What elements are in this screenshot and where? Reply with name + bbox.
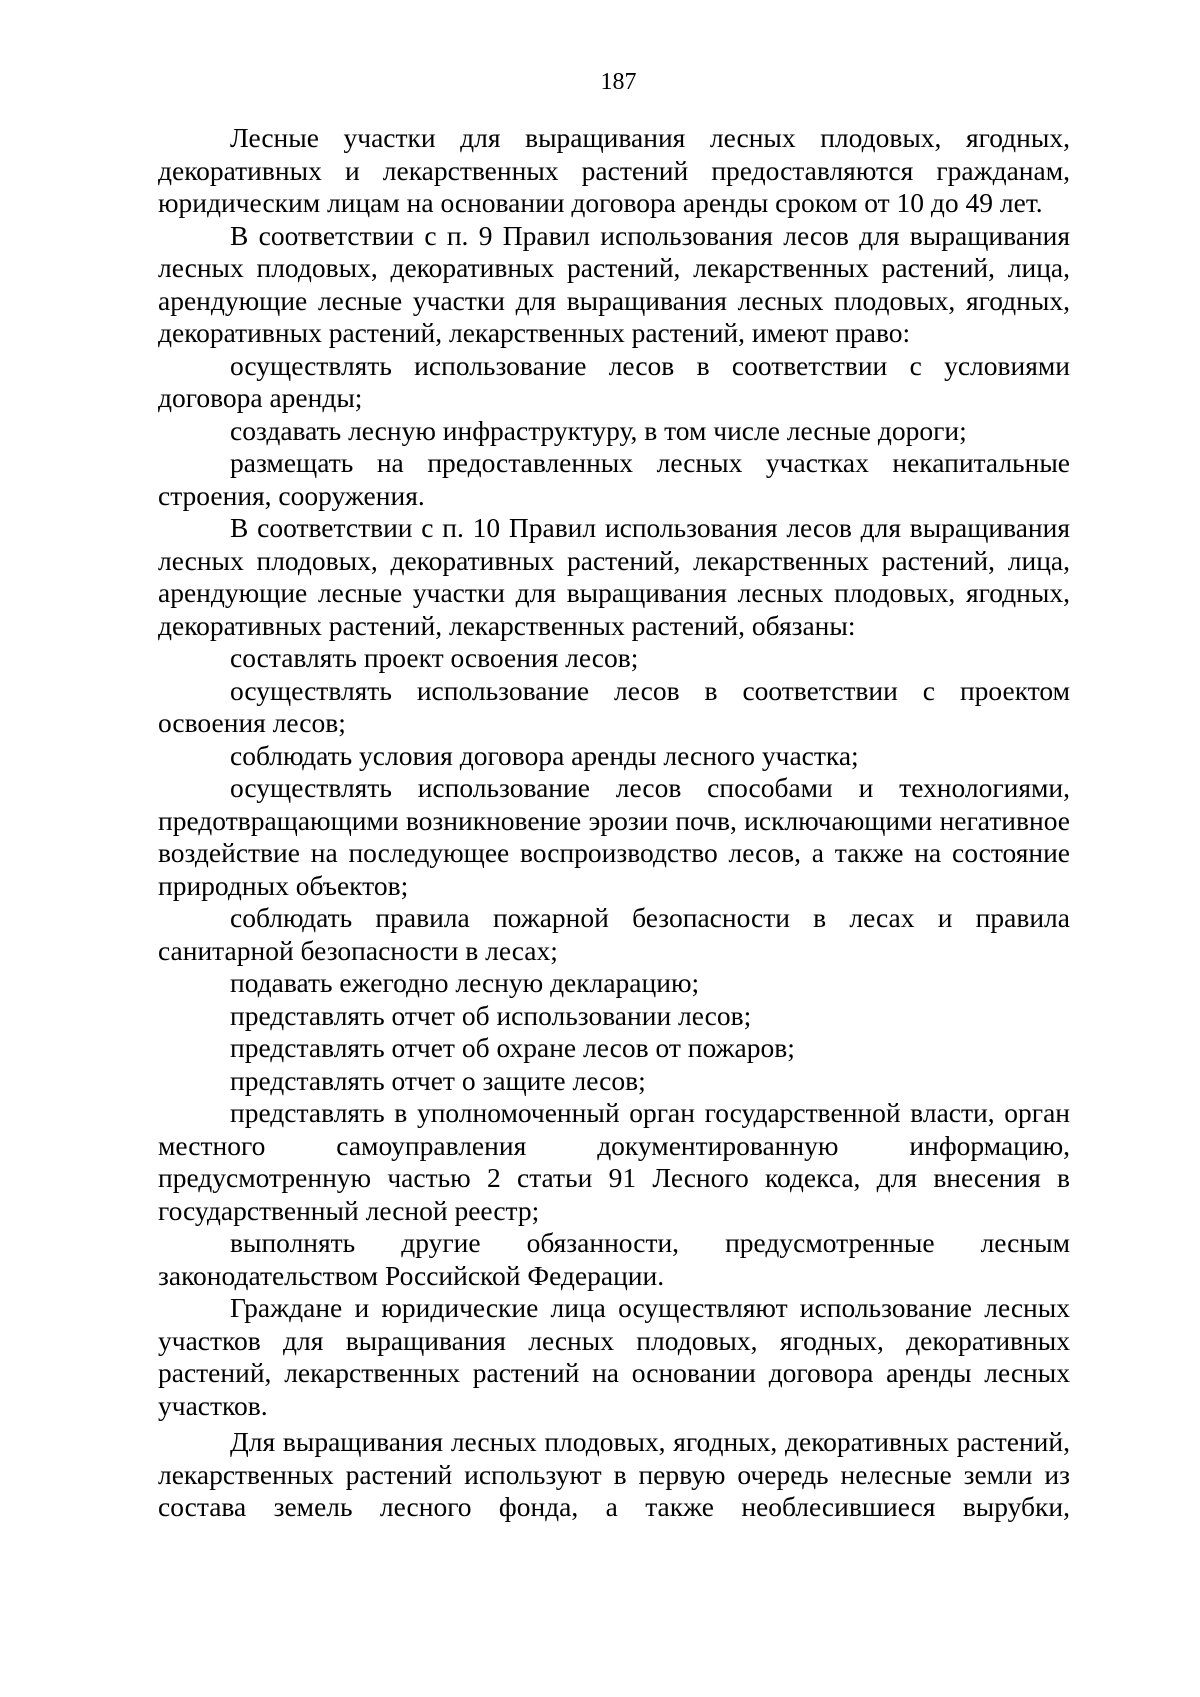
paragraph: В соответствии с п. 10 Правил использования лесов для выращивания лесных плодовых, декоративных растений, лекарственных растений, лица, арендующие лесные участки для выращивания лесных плодовых, ягодных, декоративных растений, лекарственных растений, обязаны: [158, 512, 1070, 641]
paragraph: Для выращивания лесных плодовых, ягодных, декоративных растений, лекарственных растений используют в первую очередь нелесные земли из состава земель лесного фонда, а также необлесившиеся вырубки, [158, 1426, 1070, 1522]
list-item: выполнять другие обязанности, предусмотренные лесным законодательством Российской Федерации. [158, 1227, 1070, 1291]
page-number: 187 [600, 69, 637, 95]
list-item: соблюдать условия договора аренды лесного участка; [230, 739, 859, 771]
list-item: осуществлять использование лесов способами и технологиями, предотвращающими возникновение эрозии почв, исключающими негативное воздействие на последующее воспроизводство лесов, а также на состояние природных объектов; [158, 772, 1070, 901]
list-item: составлять проект освоения лесов; [230, 642, 639, 673]
list-item: осуществлять использование лесов в соответствии с проектом освоения лесов; [158, 674, 1070, 738]
document-body [158, 122, 1070, 1524]
list-item: представлять отчет о защите лесов; [230, 1064, 646, 1096]
list-item: осуществлять использование лесов в соответствии с условиями договора аренды; [158, 349, 1070, 413]
list-item: подавать ежегодно лесную декларацию; [230, 967, 700, 998]
list-item: создавать лесную инфраструктуру, в том числе лесные дороги; [230, 414, 967, 446]
paragraph: Лесные участки для выращивания лесных плодовых, ягодных, декоративных и лекарственных растений предоставляются гражданам, юридическим лицам на основании договора аренды сроком от 10 до 49 лет. [158, 122, 1070, 218]
paragraph: В соответствии с п. 9 Правил использования лесов для выращивания лесных плодовых, декоративных растений, лекарственных растений, лица, арендующие лесные участки для выращивания лесных плодовых, ягодных, декоративных растений, лекарственных растений, имеют право: [158, 219, 1070, 348]
list-item: представлять отчет об охране лесов от пожаров; [230, 1032, 795, 1063]
list-item: представлять в уполномоченный орган государственной власти, орган местного самоуправления документированную информацию, предусмотренную частью 2 статьи 91 Лесного кодекса, для внесения в государственный лесной реестр; [158, 1097, 1070, 1226]
list-item: соблюдать правила пожарной безопасности в лесах и правила санитарной безопасности в лесах; [158, 902, 1070, 966]
list-item: размещать на предоставленных лесных участках некапитальные строения, сооружения. [158, 447, 1070, 511]
list-item: представлять отчет об использовании лесов; [230, 999, 752, 1031]
paragraph: Граждане и юридические лица осуществляют использование лесных участков для выращивания лесных плодовых, ягодных, декоративных растений, лекарственных растений на основании договора аренды лесных участков. [158, 1292, 1070, 1421]
